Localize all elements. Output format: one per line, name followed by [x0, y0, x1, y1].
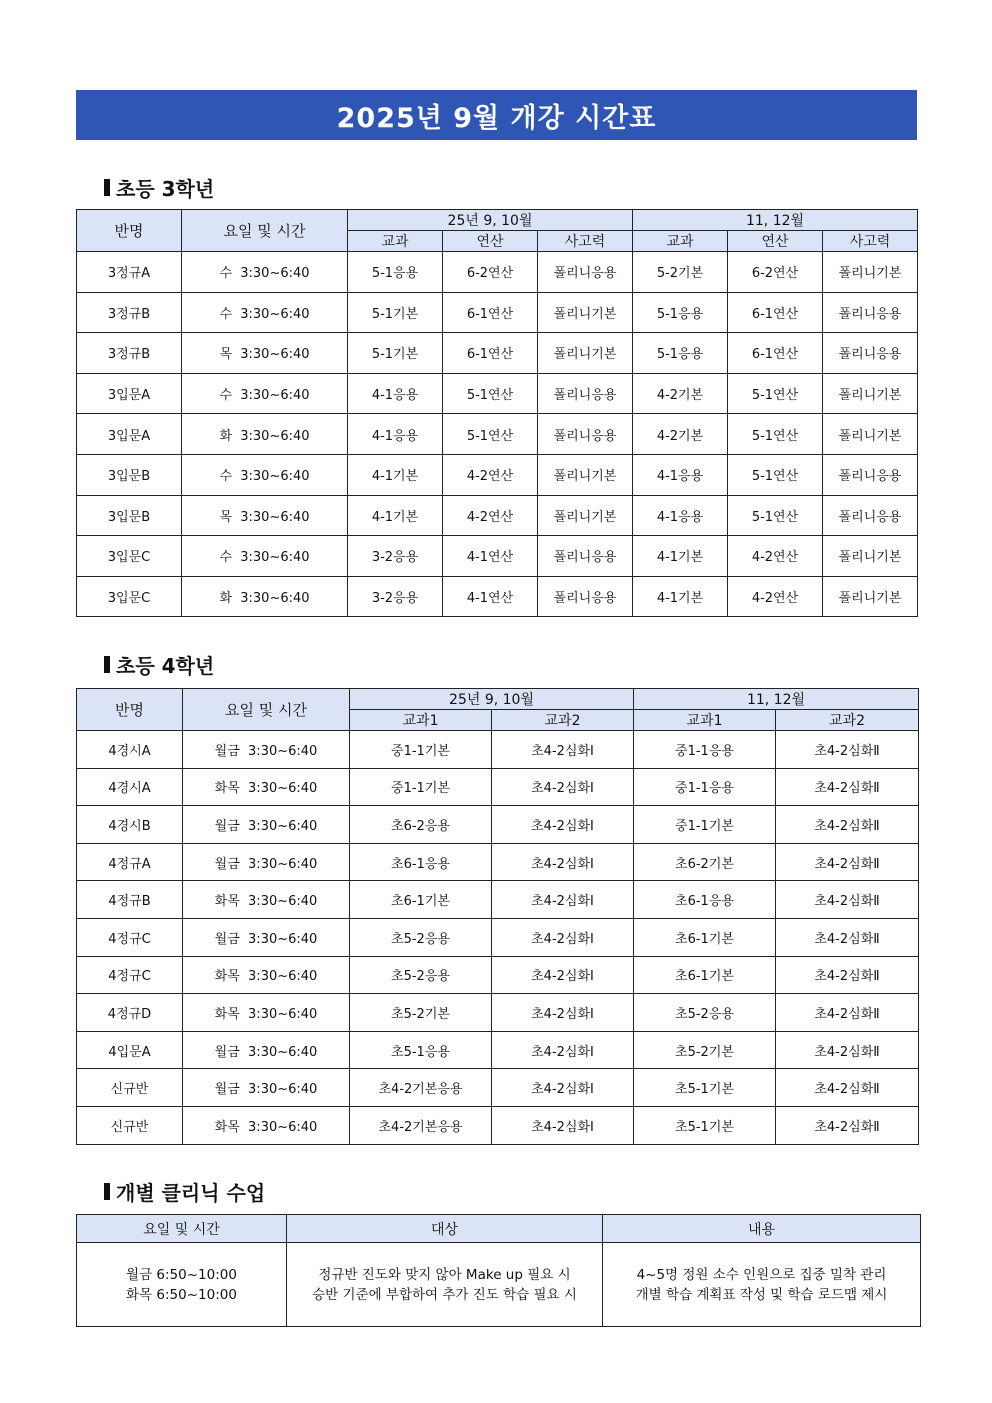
curriculum-cell: 폴리니응용: [538, 373, 633, 414]
class-name-cell: 3정규A: [77, 252, 182, 293]
curriculum-cell: 5-1기본: [348, 333, 443, 374]
schedule-time-cell: 월금 3:30~6:40: [183, 1031, 350, 1069]
curriculum-cell: 4-2기본: [633, 373, 728, 414]
curriculum-cell: 초4-2심화Ⅱ: [776, 918, 919, 956]
curriculum-cell: 폴리니기본: [538, 292, 633, 333]
table-row: [77, 252, 918, 293]
schedule-time-cell: 월금 3:30~6:40: [183, 1069, 350, 1107]
curriculum-cell: 폴리니응용: [823, 495, 918, 536]
curriculum-cell: 4-2연산: [728, 536, 823, 577]
curriculum-cell: 초4-2심화Ⅰ: [492, 843, 634, 881]
curriculum-cell: 폴리니기본: [538, 333, 633, 374]
curriculum-cell: 초6-1기본: [634, 918, 776, 956]
curriculum-cell: 중1-1응용: [634, 768, 776, 806]
class-name-cell: 3입문A: [77, 414, 182, 455]
curriculum-cell: 초4-2기본응용: [350, 1069, 492, 1107]
clinic-header-target: 대상: [287, 1215, 603, 1243]
curriculum-cell: 초4-2심화Ⅱ: [776, 956, 919, 994]
curriculum-cell: 초5-2응용: [634, 994, 776, 1032]
curriculum-cell: 초4-2심화Ⅱ: [776, 843, 919, 881]
schedule-time-cell: 목 3:30~6:40: [182, 495, 348, 536]
header-class: 반명: [77, 689, 183, 731]
class-name-cell: 3정규B: [77, 292, 182, 333]
header-reasoning: 사고력: [538, 231, 633, 252]
curriculum-cell: 5-1연산: [728, 373, 823, 414]
clinic-content-line: 개별 학습 계획표 작성 및 학습 로드맵 제시: [635, 1286, 888, 1303]
schedule-time-cell: 수 3:30~6:40: [182, 373, 348, 414]
class-name-cell: 4경시A: [77, 731, 183, 769]
curriculum-cell: 초4-2심화Ⅱ: [776, 994, 919, 1032]
schedule-time-cell: 화목 3:30~6:40: [183, 1106, 350, 1144]
table-row: [77, 333, 918, 374]
class-name-cell: 4입문A: [77, 1031, 183, 1069]
curriculum-cell: 폴리니기본: [823, 536, 918, 577]
curriculum-cell: 4-1연산: [443, 536, 538, 577]
curriculum-cell: 4-1연산: [443, 576, 538, 617]
curriculum-cell: 초5-1기본: [634, 1069, 776, 1107]
curriculum-cell: 3-2응용: [348, 536, 443, 577]
class-name-cell: 3정규B: [77, 333, 182, 374]
table-row: [77, 536, 918, 577]
clinic-time-line: 화목 6:50~10:00: [126, 1286, 237, 1303]
table-row: [77, 1106, 919, 1144]
curriculum-cell: 초4-2심화Ⅱ: [776, 806, 919, 844]
header-subject: 교과: [633, 231, 728, 252]
curriculum-cell: 6-2연산: [728, 252, 823, 293]
curriculum-cell: 6-1연산: [443, 292, 538, 333]
schedule-time-cell: 수 3:30~6:40: [182, 454, 348, 495]
table-row: [77, 768, 919, 806]
class-name-cell: 신규반: [77, 1069, 183, 1107]
header-subject1: 교과1: [350, 710, 492, 731]
schedule-time-cell: 수 3:30~6:40: [182, 292, 348, 333]
table-row: [77, 495, 918, 536]
curriculum-cell: 4-1기본: [348, 495, 443, 536]
curriculum-cell: 6-2연산: [443, 252, 538, 293]
grade4-table: [76, 688, 919, 1145]
schedule-time-cell: 화목 3:30~6:40: [183, 994, 350, 1032]
table-row: [77, 292, 918, 333]
header-subject1: 교과1: [634, 710, 776, 731]
table-row: [77, 731, 919, 769]
curriculum-cell: 초6-1응용: [634, 881, 776, 919]
header-period2: 11, 12월: [634, 689, 919, 710]
table-row: [77, 414, 918, 455]
curriculum-cell: 초4-2심화Ⅱ: [776, 881, 919, 919]
table-row: [77, 806, 919, 844]
class-name-cell: 4정규B: [77, 881, 183, 919]
curriculum-cell: 4-1기본: [633, 576, 728, 617]
schedule-time-cell: 화목 3:30~6:40: [183, 881, 350, 919]
curriculum-cell: 4-1응용: [633, 495, 728, 536]
curriculum-cell: 폴리니기본: [538, 454, 633, 495]
curriculum-cell: 3-2응용: [348, 576, 443, 617]
curriculum-cell: 5-1연산: [443, 373, 538, 414]
curriculum-cell: 초4-2심화Ⅱ: [776, 768, 919, 806]
clinic-heading: [104, 1177, 265, 1206]
curriculum-cell: 초4-2심화Ⅱ: [776, 731, 919, 769]
table-row: [77, 454, 918, 495]
clinic-time-cell: [77, 1243, 287, 1327]
grade4-heading-text: 초등 4학년: [116, 654, 215, 678]
curriculum-cell: 6-1연산: [443, 333, 538, 374]
curriculum-cell: 4-1응용: [633, 454, 728, 495]
curriculum-cell: 초4-2심화Ⅱ: [776, 1106, 919, 1144]
class-name-cell: 4정규C: [77, 918, 183, 956]
schedule-time-cell: 목 3:30~6:40: [182, 333, 348, 374]
table-row: [77, 956, 919, 994]
curriculum-cell: 4-1응용: [348, 414, 443, 455]
curriculum-cell: 폴리니기본: [823, 252, 918, 293]
clinic-target-cell: [287, 1243, 603, 1327]
schedule-time-cell: 월금 3:30~6:40: [183, 843, 350, 881]
table-row: [77, 576, 918, 617]
header-subject2: 교과2: [492, 710, 634, 731]
header-arithmetic: 연산: [728, 231, 823, 252]
schedule-time-cell: 화 3:30~6:40: [182, 414, 348, 455]
curriculum-cell: 초5-2기본: [350, 994, 492, 1032]
curriculum-cell: 초6-2기본: [634, 843, 776, 881]
class-name-cell: 3입문C: [77, 536, 182, 577]
header-reasoning: 사고력: [823, 231, 918, 252]
curriculum-cell: 5-2기본: [633, 252, 728, 293]
curriculum-cell: 4-1기본: [348, 454, 443, 495]
class-name-cell: 3입문A: [77, 373, 182, 414]
header-subject: 교과: [348, 231, 443, 252]
curriculum-cell: 초4-2심화Ⅰ: [492, 1031, 634, 1069]
class-name-cell: 4정규C: [77, 956, 183, 994]
curriculum-cell: 초5-1응용: [350, 1031, 492, 1069]
curriculum-cell: 5-1응용: [633, 292, 728, 333]
class-name-cell: 4정규A: [77, 843, 183, 881]
curriculum-cell: 초6-2응용: [350, 806, 492, 844]
clinic-content-line: 4~5명 정원 소수 인원으로 집중 밀착 관리: [636, 1266, 887, 1283]
class-name-cell: 3입문B: [77, 495, 182, 536]
curriculum-cell: 폴리니기본: [823, 414, 918, 455]
table-row: [77, 843, 919, 881]
curriculum-cell: 4-2기본: [633, 414, 728, 455]
clinic-header-time: 요일 및 시간: [77, 1215, 287, 1243]
header-arithmetic: 연산: [443, 231, 538, 252]
schedule-time-cell: 월금 3:30~6:40: [183, 731, 350, 769]
curriculum-cell: 폴리니기본: [823, 576, 918, 617]
grade3-table: [76, 209, 918, 617]
table-row: [77, 918, 919, 956]
curriculum-cell: 초5-2기본: [634, 1031, 776, 1069]
curriculum-cell: 5-1응용: [633, 333, 728, 374]
clinic-target-line: 승반 기준에 부합하여 추가 진도 학습 필요 시: [312, 1286, 577, 1303]
curriculum-cell: 폴리니응용: [823, 292, 918, 333]
schedule-time-cell: 월금 3:30~6:40: [183, 806, 350, 844]
clinic-table: [76, 1214, 921, 1327]
schedule-time-cell: 화목 3:30~6:40: [183, 956, 350, 994]
schedule-time-cell: 수 3:30~6:40: [182, 536, 348, 577]
curriculum-cell: 초6-1기본: [634, 956, 776, 994]
table-row: [77, 1031, 919, 1069]
curriculum-cell: 초4-2심화Ⅰ: [492, 768, 634, 806]
table-row: [77, 373, 918, 414]
curriculum-cell: 5-1연산: [443, 414, 538, 455]
heading-marker-icon: [104, 179, 110, 196]
curriculum-cell: 5-1연산: [728, 414, 823, 455]
class-name-cell: 3입문B: [77, 454, 182, 495]
header-period1: 25년 9, 10월: [350, 689, 634, 710]
curriculum-cell: 4-2연산: [443, 454, 538, 495]
class-name-cell: 4정규D: [77, 994, 183, 1032]
curriculum-cell: 초6-1응용: [350, 843, 492, 881]
curriculum-cell: 초4-2심화Ⅰ: [492, 881, 634, 919]
table-row: [77, 994, 919, 1032]
class-name-cell: 신규반: [77, 1106, 183, 1144]
curriculum-cell: 초4-2심화Ⅰ: [492, 1106, 634, 1144]
curriculum-cell: 초4-2심화Ⅰ: [492, 918, 634, 956]
curriculum-cell: 폴리니기본: [538, 495, 633, 536]
curriculum-cell: 중1-1응용: [634, 731, 776, 769]
clinic-time-line: 월금 6:50~10:00: [126, 1266, 237, 1283]
curriculum-cell: 초4-2심화Ⅰ: [492, 956, 634, 994]
curriculum-cell: 폴리니응용: [538, 252, 633, 293]
clinic-content-cell: [603, 1243, 921, 1327]
curriculum-cell: 4-2연산: [728, 576, 823, 617]
header-time: 요일 및 시간: [182, 210, 348, 252]
curriculum-cell: 중1-1기본: [350, 768, 492, 806]
table-row: [77, 881, 919, 919]
curriculum-cell: 4-1기본: [633, 536, 728, 577]
curriculum-cell: 초4-2심화Ⅰ: [492, 994, 634, 1032]
curriculum-cell: 5-1기본: [348, 292, 443, 333]
clinic-target-line: 정규반 진도와 맞지 않아 Make up 필요 시: [318, 1266, 571, 1283]
curriculum-cell: 초4-2심화Ⅰ: [492, 1069, 634, 1107]
class-name-cell: 3입문C: [77, 576, 182, 617]
curriculum-cell: 초4-2심화Ⅱ: [776, 1069, 919, 1107]
curriculum-cell: 4-1응용: [348, 373, 443, 414]
grade3-heading-text: 초등 3학년: [116, 177, 215, 201]
page-title: 2025년 9월 개강 시간표: [76, 90, 917, 140]
schedule-time-cell: 화목 3:30~6:40: [183, 768, 350, 806]
curriculum-cell: 5-1연산: [728, 454, 823, 495]
curriculum-cell: 6-1연산: [728, 333, 823, 374]
curriculum-cell: 초4-2심화Ⅱ: [776, 1031, 919, 1069]
curriculum-cell: 초6-1기본: [350, 881, 492, 919]
schedule-time-cell: 화 3:30~6:40: [182, 576, 348, 617]
curriculum-cell: 폴리니응용: [538, 414, 633, 455]
grade4-heading: [104, 650, 214, 679]
curriculum-cell: 초4-2기본응용: [350, 1106, 492, 1144]
curriculum-cell: 초4-2심화Ⅰ: [492, 731, 634, 769]
curriculum-cell: 6-1연산: [728, 292, 823, 333]
table-row: [77, 1069, 919, 1107]
curriculum-cell: 5-1응용: [348, 252, 443, 293]
schedule-time-cell: 월금 3:30~6:40: [183, 918, 350, 956]
curriculum-cell: 초5-2응용: [350, 918, 492, 956]
curriculum-cell: 중1-1기본: [350, 731, 492, 769]
curriculum-cell: 초4-2심화Ⅰ: [492, 806, 634, 844]
curriculum-cell: 4-2연산: [443, 495, 538, 536]
schedule-time-cell: 수 3:30~6:40: [182, 252, 348, 293]
class-name-cell: 4경시B: [77, 806, 183, 844]
header-subject2: 교과2: [776, 710, 919, 731]
curriculum-cell: 폴리니응용: [823, 454, 918, 495]
header-time: 요일 및 시간: [183, 689, 350, 731]
heading-marker-icon: [104, 1183, 110, 1200]
curriculum-cell: 폴리니응용: [823, 333, 918, 374]
heading-marker-icon: [104, 656, 110, 673]
header-class: 반명: [77, 210, 182, 252]
curriculum-cell: 폴리니응용: [538, 576, 633, 617]
curriculum-cell: 5-1연산: [728, 495, 823, 536]
curriculum-cell: 초5-2응용: [350, 956, 492, 994]
clinic-heading-text: 개별 클리닉 수업: [116, 1181, 266, 1205]
curriculum-cell: 폴리니기본: [823, 373, 918, 414]
clinic-header-content: 내용: [603, 1215, 921, 1243]
header-period2: 11, 12월: [633, 210, 918, 231]
header-period1: 25년 9, 10월: [348, 210, 633, 231]
curriculum-cell: 초5-1기본: [634, 1106, 776, 1144]
curriculum-cell: 중1-1기본: [634, 806, 776, 844]
curriculum-cell: 폴리니응용: [538, 536, 633, 577]
class-name-cell: 4경시A: [77, 768, 183, 806]
grade3-heading: [104, 173, 214, 202]
